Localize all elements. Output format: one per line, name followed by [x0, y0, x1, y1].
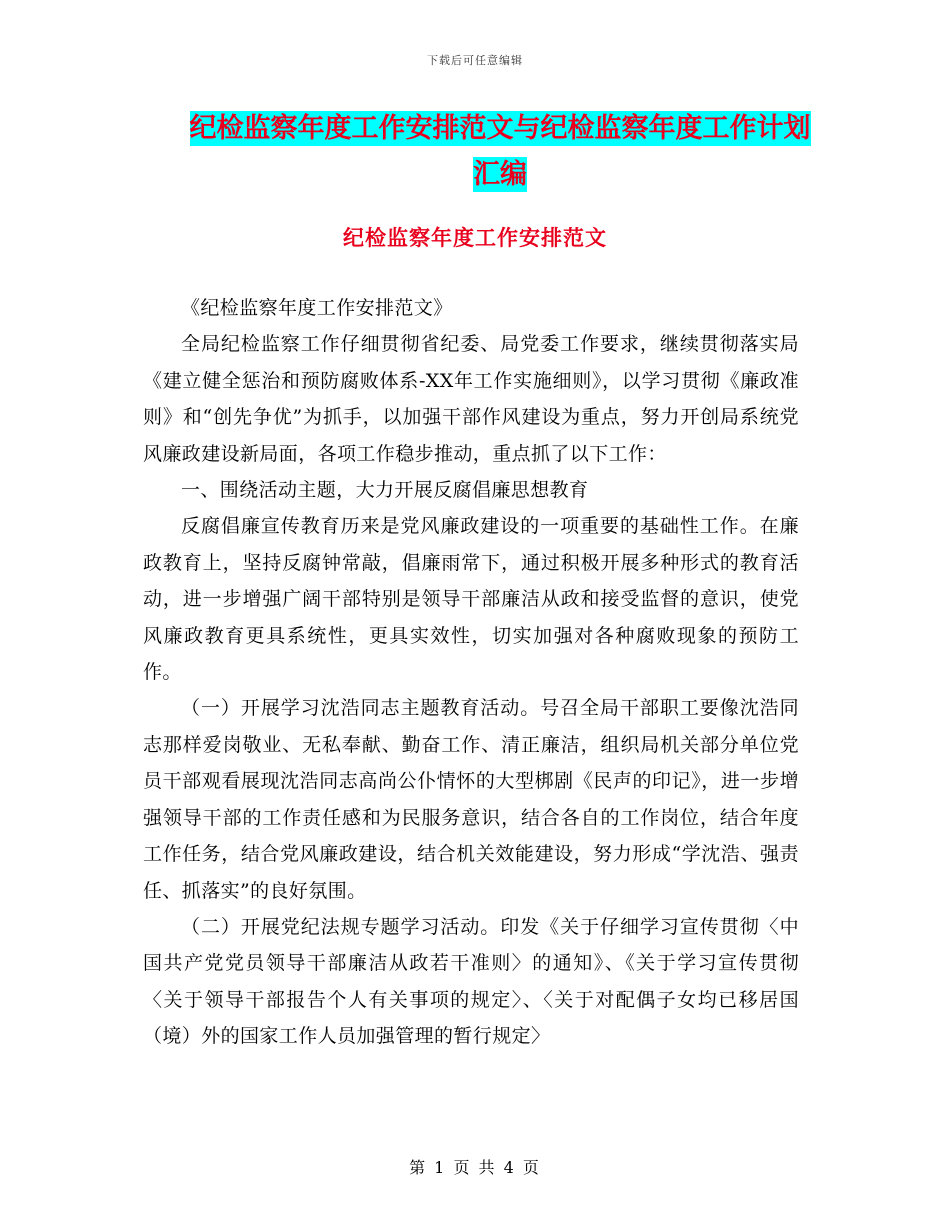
document-body [143, 290, 799, 1055]
document-title-line-2: 汇编 [473, 159, 527, 190]
document-title [140, 106, 860, 198]
page-number: 第 1 页 共 4 页 [409, 1158, 541, 1177]
paragraph-education: 反腐倡廉宣传教育历来是党风廉政建设的一项重要的基础性工作。在廉政教育上，坚持反腐钟常敲，倡廉雨常下，通过积极开展多种形式的教育活动，进一步增强广阔干部特别是领导干部廉洁从政和接受监督的意识，使党风廉政教育更具系统性，更具实效性，切实加强对各种腐败现象的预防工作。 [143, 515, 799, 684]
paragraph-item-one: （一）开展学习沈浩同志主题教育活动。号召全局干部职工要像沈浩同志那样爱岗敬业、无私奉献、勤奋工作、清正廉洁，组织局机关部分单位党员干部观看展现沈浩同志高尚公仆情怀的大型梆剧《民声的印记》，进一步增强领导干部的工作责任感和为民服务意识，结合各自的工作岗位，结合年度工作任务，结合党风廉政建设，结合机关效能建设，努力形成“学沈浩、强责任、抓落实”的良好氛围。 [143, 697, 799, 902]
section-title: 纪检监察年度工作安排范文 [343, 226, 607, 250]
paragraph-intro: 《纪检监察年度工作安排范文》 [181, 297, 453, 319]
page-header-note: 下载后可任意编辑 [427, 54, 523, 67]
paragraph-heading-one: 一、围绕活动主题，大力开展反腐倡廉思想教育 [181, 479, 589, 502]
document-title-line-1: 纪检监察年度工作安排范文与纪检监察年度工作计划 [189, 113, 811, 144]
paragraph-overview: 全局纪检监察工作仔细贯彻省纪委、局党委工作要求，继续贯彻落实局《建立健全惩治和预防腐败体系-XX年工作实施细则》，以学习贯彻《廉政准则》和“创先争优”为抓手，以加强干部作风建设为重点，努力开创局系统党风廉政建设新局面，各项工作稳步推动，重点抓了以下工作： [143, 333, 799, 465]
paragraph-item-two: （二）开展党纪法规专题学习活动。印发《关于仔细学习宣传贯彻〈中国共产党党员领导干部廉洁从政若干准则〉的通知》、《关于学习宣传贯彻〈关于领导干部报告个人有关事项的规定〉、〈关于对配偶子女均已移居国（境）外的国家工作人员加强管理的暂行规定〉 [143, 915, 799, 1048]
